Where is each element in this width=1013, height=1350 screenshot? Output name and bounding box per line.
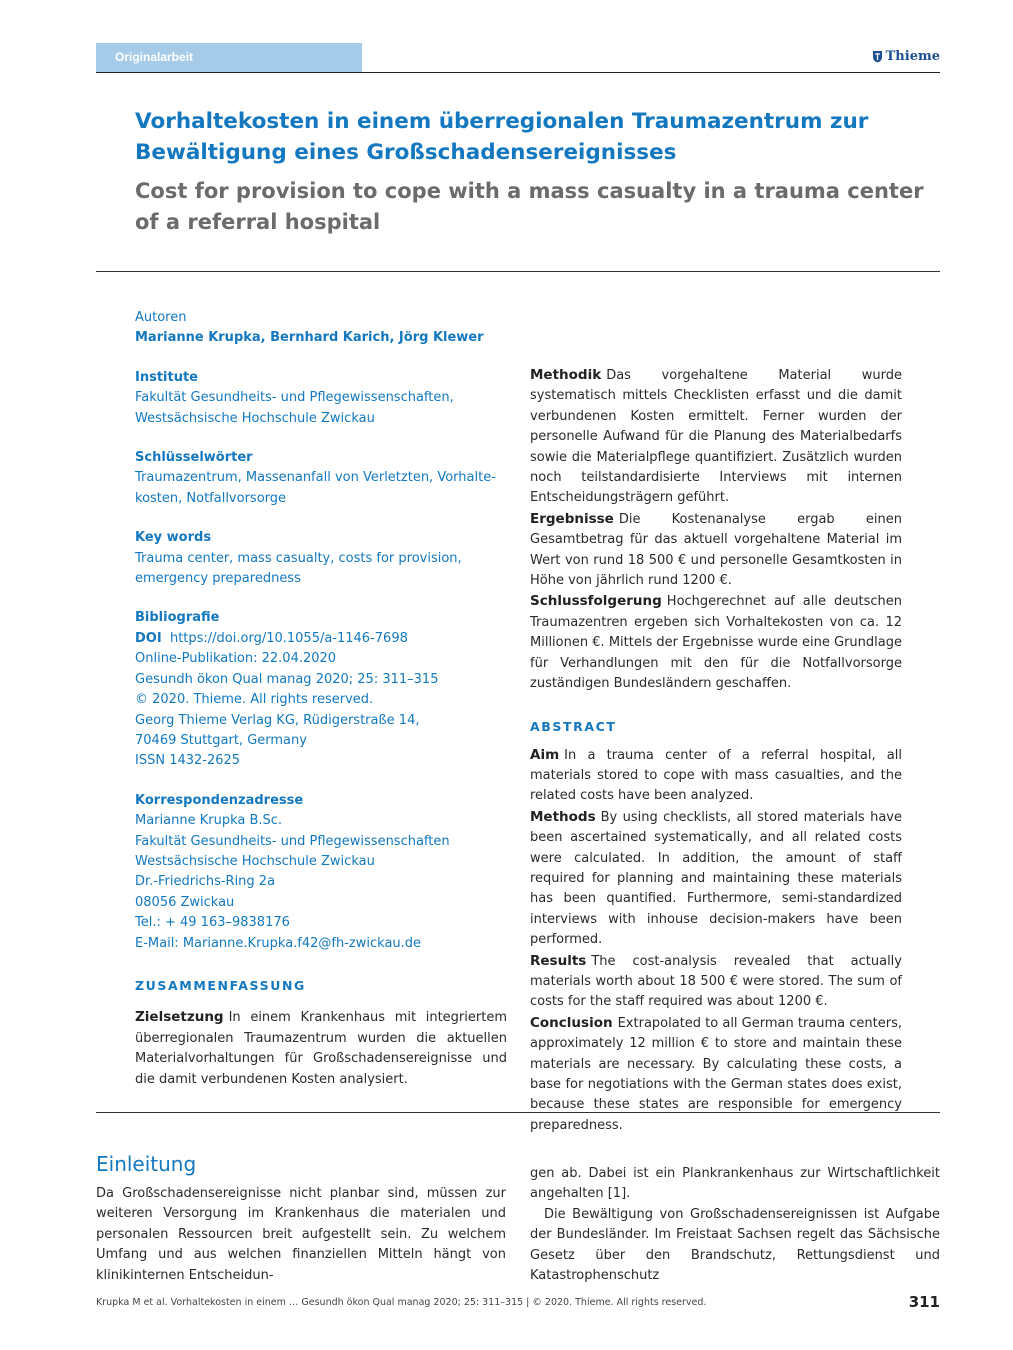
einleitung-col2-paragraph-1: gen ab. Dabei ist ein Plankrankenhaus zur Wirtschaftlichkeit angehalten [1]. bbox=[530, 1166, 940, 1202]
page-number: 311 bbox=[908, 1293, 940, 1311]
institute-section: Institute Fakultät Gesundheits- und Pflegewissenschaften, Westsächsische Hochschule Zwickau bbox=[135, 369, 454, 426]
abstract-rule bbox=[96, 1112, 940, 1113]
einleitung-col1-paragraph: Da Großschadensereignisse nicht planbar sind, müssen zur weiteren Versorgung im Krankenhaus die materialen und personalen Ressourcen breit aufgestellt sein. Zu welchem Umfang und aus welchen finanziellen Mitteln hängt von klinikinternen Entscheidun- bbox=[96, 1186, 506, 1283]
zielsetzung-paragraph: Zielsetzung In einem Krankenhaus mit integriertem überregionalen Traumazentrum wurden die aktuellen Materialvorhaltungen für Großschadensereignisse und die damit verbundenen Kosten analysiert. bbox=[135, 1009, 507, 1087]
author-list: Marianne Krupka, Bernhard Karich, Jörg Klewer bbox=[135, 330, 484, 346]
methodik-paragraph: Methodik Das vorgehaltene Material wurde systematisch mittels Checklisten erfasst und die damit verbundenen Kosten ermittelt. Ferner wurden der personelle Aufwand für die Planung des Materialbedarfs sowie die Materialpflege quantifiziert. Zusätzlich wurden noch teilstandardisierte Interviews mit internen Entscheidungsträgern geführt. bbox=[530, 367, 902, 506]
keywords-en-section: Key words Trauma center, mass casualty, costs for provision, emergency preparedness bbox=[135, 530, 462, 587]
title-german: Vorhaltekosten in einem überregionalen Traumazentrum zur Bewältigung eines Großschadensereignisses bbox=[135, 109, 869, 165]
footer-citation: Krupka M et al. Vorhaltekosten in einem … Gesundh ökon Qual manag 2020; 25: 311–315 | © 2020. Thieme. All rights reserved. bbox=[96, 1297, 707, 1308]
title-rule bbox=[96, 271, 940, 272]
einleitung-col2 bbox=[530, 1164, 940, 1286]
authors-section: Autoren Marianne Krupka, Bernhard Karich, Jörg Klewer bbox=[135, 308, 515, 349]
article-type-tag: Originalarbeit bbox=[96, 43, 362, 72]
publisher-logo bbox=[872, 49, 940, 64]
methods-paragraph: Methods By using checklists, all stored materials have been ascertained systematically, and all related costs were calculated. In addition, the amount of staff required for planning and maintaining these materials has been quantified. Furthermore, semi-standardized interviews with inhouse decision-makers have been performed. bbox=[530, 808, 902, 948]
email-link[interactable]: E-Mail: Marianne.Krupka.f42@fh-zwickau.de bbox=[135, 935, 422, 951]
einleitung-col2-paragraph-2: Die Bewältigung von Großschadensereignissen ist Aufgabe der Bundesländer. Im Freistaat Sachsen regelt das Sächsische Gesetz über den Brandschutz, Rettungsdienst und Katastrophenschutz bbox=[530, 1206, 940, 1284]
keywords-de-section: Schlüsselwörter Traumazentrum, Massenanfall von Verletzten, Vorhalte- kosten, Notfallvorsorge bbox=[135, 450, 496, 506]
conclusion-paragraph: Conclusion Extrapolated to all German trauma centers, approximately 12 million € to store and maintain these materials are necessary. By calculating these costs, a base for negotiations with the German states does exist, because these states are responsible for emergency preparedness. bbox=[530, 1014, 903, 1133]
zusammenfassung-heading: ZUSAMMENFASSUNG bbox=[135, 977, 306, 993]
ergebnisse-paragraph: Ergebnisse Die Kostenanalyse ergab einen Gesamtbetrag für das aktuell vorgehaltene Material im Wert von rund 18 500 € und personelle Gesamtkosten in Höhe von jährlich rund 1200 €. bbox=[530, 510, 902, 589]
schlussfolgerung-paragraph: Schlussfolgerung Hochgerechnet auf alle deutschen Traumazentren ergeben sich Vorhaltekosten von ca. 12 Millionen €. Mittels der Ergebnisse wurde eine Grundlage für Verhandlungen mit den für die Notfallvorsorge zuständigen Bundesländern geschaffen. bbox=[530, 593, 902, 692]
abstract-heading: ABSTRACT bbox=[530, 718, 617, 734]
publisher-name: Thieme bbox=[885, 49, 940, 64]
einleitung-heading: Einleitung bbox=[96, 1152, 197, 1176]
doi-link[interactable]: https://doi.org/10.1055/a-1146-7698 bbox=[169, 630, 408, 646]
abstract-column bbox=[530, 365, 902, 1136]
bibliography-section: Bibliografie DOI https://doi.org/10.1055/a-1146-7698 Online-Publikation: 22.04.2020 Gesundh ökon Qual manag 2020; 25: 311–315 © 2020. Thieme. All rights reserved. Georg Thieme Verlag KG, Rüdigerstraße 14, 70469 Stuttgart, Germany ISSN 1432-2625 bbox=[135, 610, 439, 769]
aim-paragraph: Aim In a trauma center of a referral hospital, all materials stored to cope with mass casualties, and the related costs have been analyzed. bbox=[530, 746, 902, 804]
results-paragraph: Results The cost-analysis revealed that actually materials worth about 18 500 € were stored. The sum of costs for the staff required was about 1200 €. bbox=[530, 952, 902, 1010]
thieme-crest-icon bbox=[872, 50, 883, 63]
header-rule bbox=[96, 72, 940, 73]
metadata-column bbox=[135, 308, 515, 1090]
correspondence-section: Korrespondenzadresse Marianne Krupka B.Sc. Fakultät Gesundheits- und Pflegewissenschaften Westsächsische Hochschule Zwickau Dr.-Friedrichs-Ring 2a 08056 Zwickau Tel.: + 49 163–9838176 E-Mail: Marianne.Krupka.f42@fh-zwickau.de bbox=[135, 791, 515, 954]
title-english: Cost for provision to cope with a mass casualty in a trauma center of a referral hospital bbox=[135, 179, 924, 234]
